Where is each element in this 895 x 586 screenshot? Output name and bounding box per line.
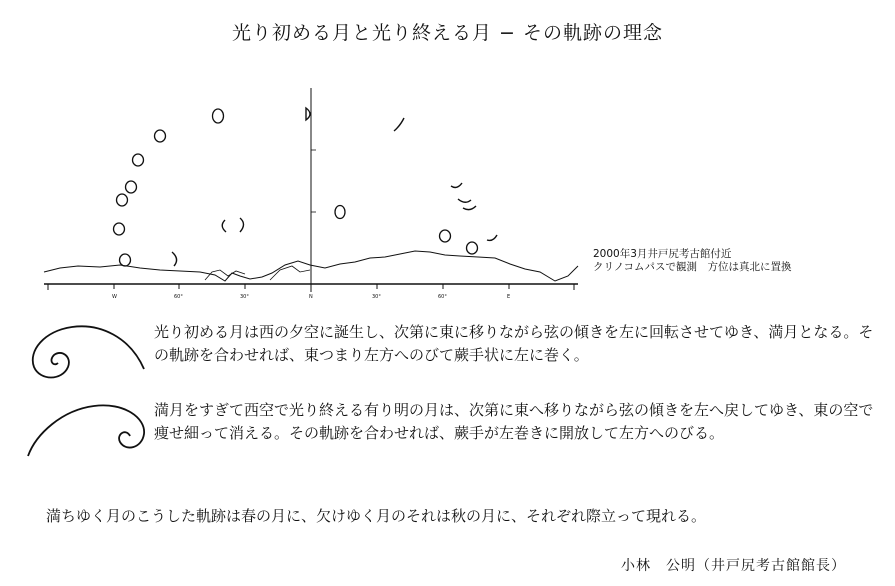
moon-marker: [117, 194, 128, 206]
crescent-marker: [451, 183, 462, 187]
diagram-caption: [593, 248, 792, 274]
crescent-marker: [458, 199, 471, 202]
axis-label-e30: 30°: [372, 294, 381, 300]
moon-marker: [126, 181, 137, 193]
altitude-ticks: [311, 150, 316, 212]
moon-marker: [133, 154, 144, 166]
crescent-marker: [172, 252, 177, 266]
axis-label-w: W: [112, 294, 117, 300]
crescent-marker: [240, 218, 244, 232]
crescent-marker: [394, 118, 404, 131]
paragraph-waning: 満月をすぎて西空で光り終える有り明の月は、次第に東へ移りながら弦の傾きを左へ戻してゆき、東の空で痩せ細って消える。その軌跡を合わせれば、蕨手が左巻きに開放して左方へのびる。: [154, 401, 874, 442]
page-title: 光り初める月と光り終える月 − その軌跡の理念: [231, 22, 663, 44]
axis-label-e: E: [507, 294, 511, 300]
moon-marker: [213, 109, 224, 123]
axis-label-e60: 60°: [438, 294, 447, 300]
caption-line-1: 2000年3月井戸尻考古館付近: [593, 248, 732, 260]
axis-label-n: N: [309, 294, 313, 300]
caption-line-2: クリノコムパスで観測 方位は真北に置換: [593, 261, 792, 273]
moon-marker: [335, 206, 345, 219]
moon-marker: [155, 130, 166, 142]
crescent-moons: [172, 108, 497, 266]
paragraph-waxing: 光り初める月は西の夕空に誕生し、次第に東に移りながら弦の傾きを左に回転させてゆき、満月となる。その軌跡を合わせれば、東つまり左方へのびて蕨手状に左に巻く。: [154, 323, 874, 364]
author-credit: 小林 公明（井戸尻考古館館長）: [621, 558, 846, 574]
open-spiral-icon: [22, 396, 150, 466]
crescent-marker: [222, 220, 226, 232]
axis-label-w30: 30°: [240, 294, 249, 300]
waxing-moons: [114, 109, 478, 266]
crescent-marker: [463, 206, 476, 210]
moon-marker: [114, 223, 125, 235]
closed-spiral-icon: [22, 317, 150, 389]
moon-marker: [467, 242, 478, 254]
summary-text: 満ちゆく月のこうした軌跡は春の月に、欠けゆく月のそれは秋の月に、それぞれ際立って現れる。: [46, 507, 707, 525]
moon-marker: [120, 254, 131, 266]
half-moon-marker: [306, 108, 310, 120]
axis-label-w60: 60°: [174, 294, 183, 300]
moon-marker: [440, 230, 451, 242]
azimuth-ticks: [48, 284, 574, 292]
crescent-marker: [487, 235, 497, 240]
